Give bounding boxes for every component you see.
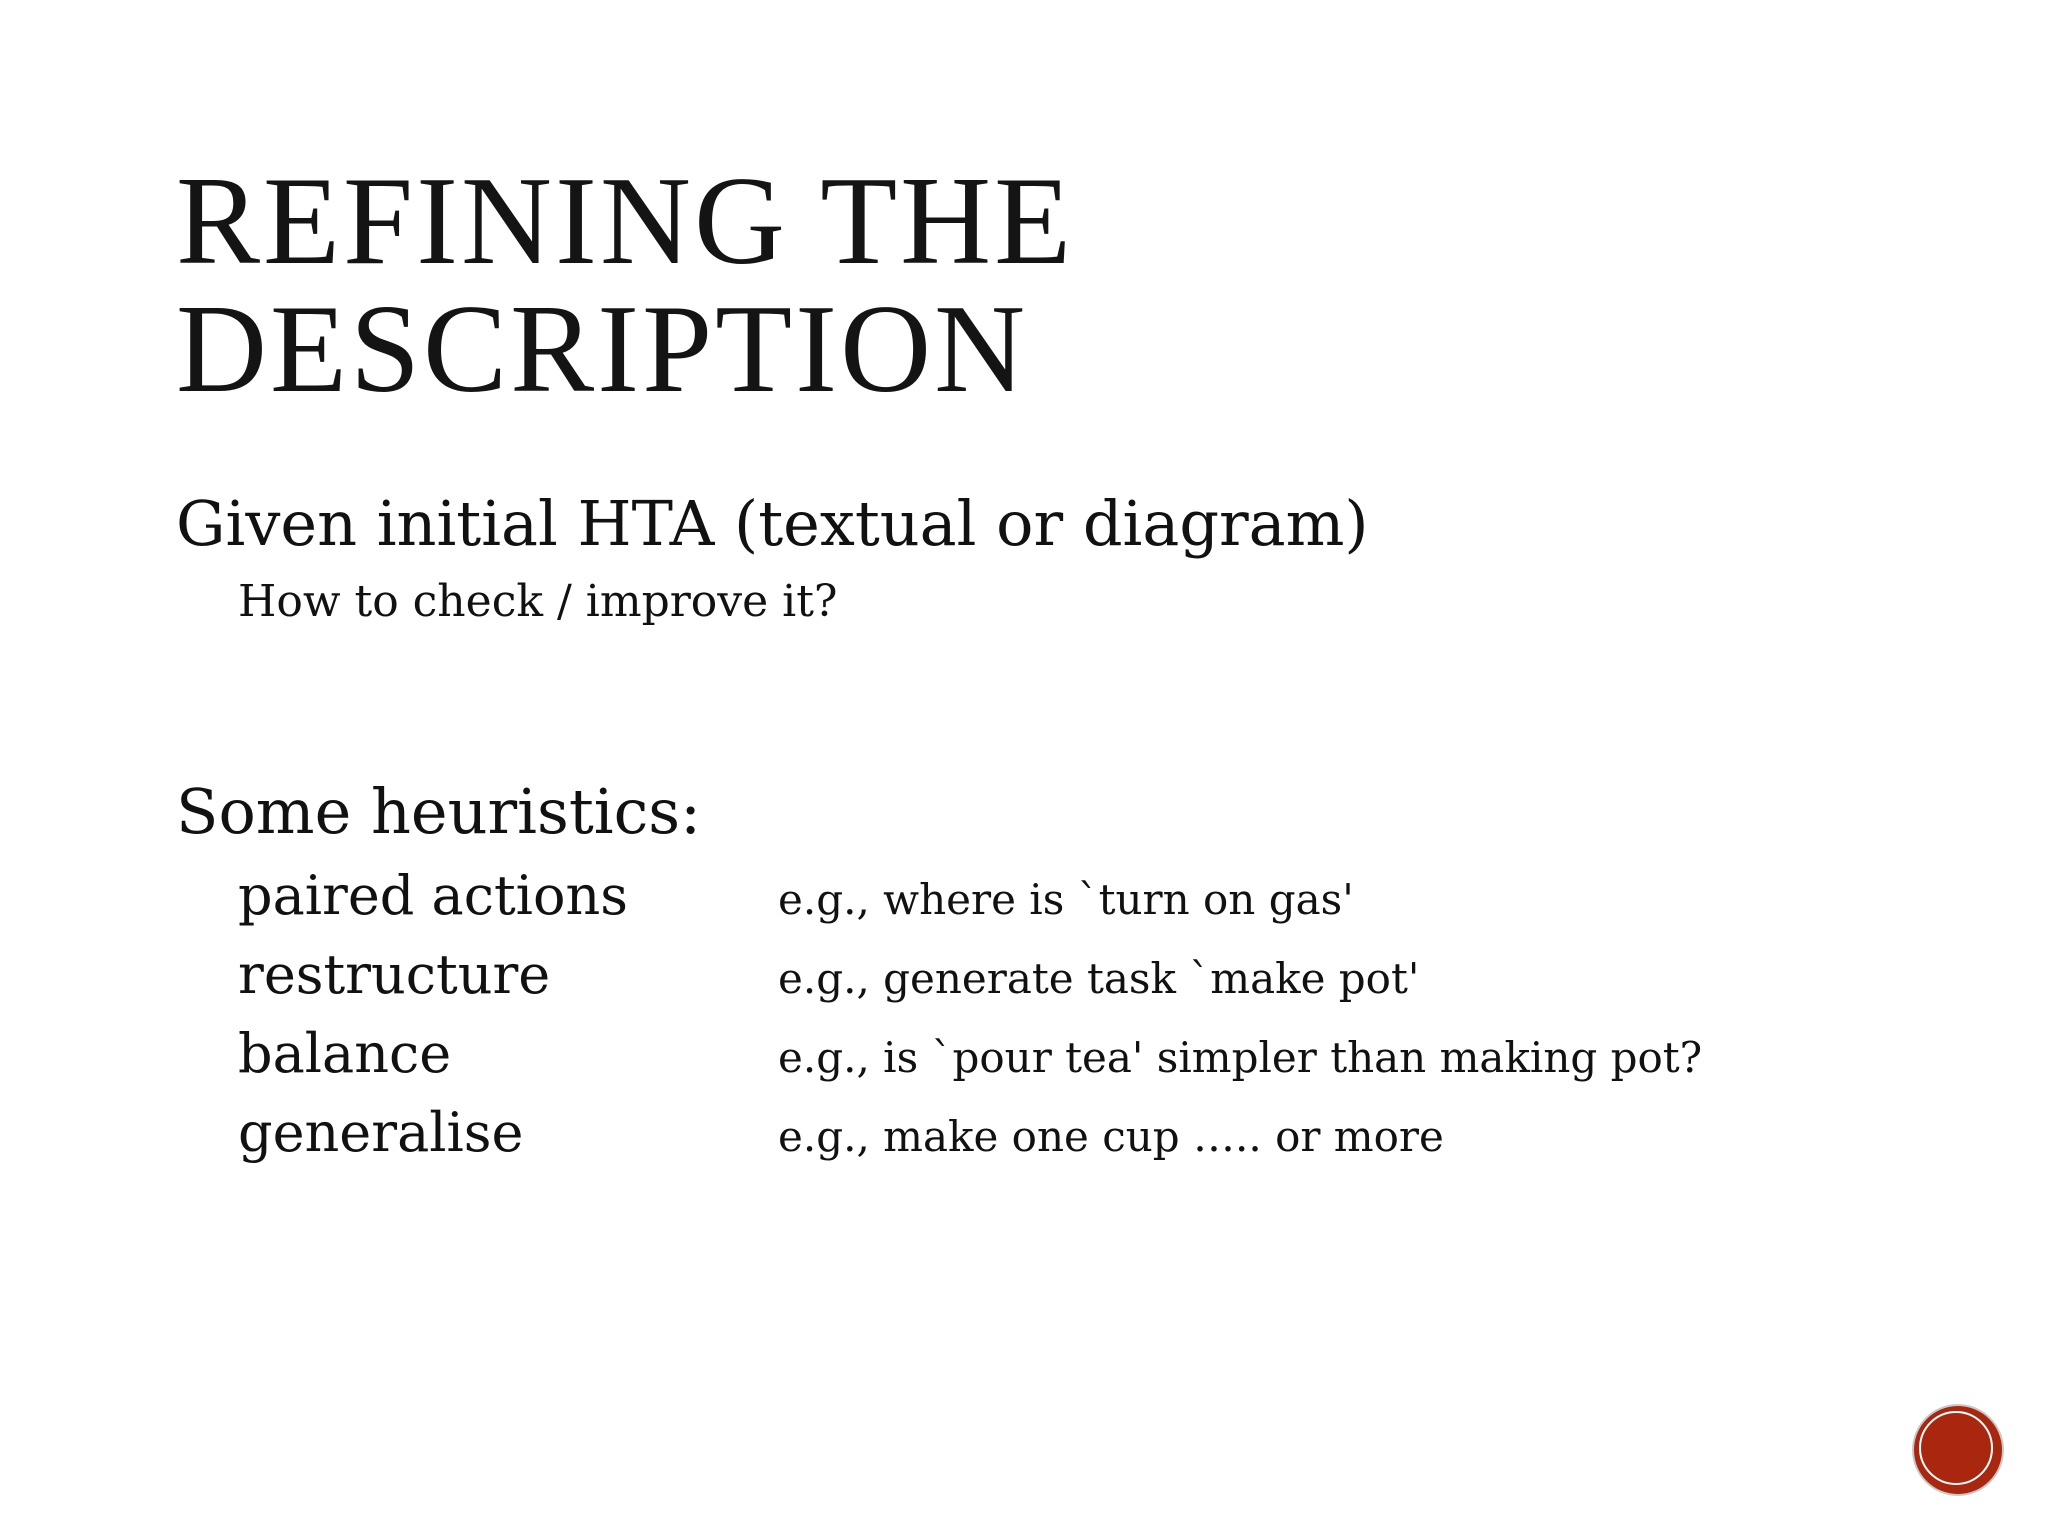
slide-title bbox=[176, 152, 1075, 419]
heuristic-row bbox=[238, 1093, 1798, 1172]
heuristics-heading: Some heuristics: bbox=[176, 775, 702, 848]
heuristic-example: e.g., where is `turn on gas' bbox=[778, 875, 1354, 924]
slide-title-line-2: DESCRIPTION bbox=[176, 280, 1029, 419]
heuristic-example: e.g., make one cup ….. or more bbox=[778, 1112, 1444, 1161]
circle-nav-icon[interactable] bbox=[1914, 1406, 2002, 1494]
heuristic-name: generalise bbox=[238, 1101, 524, 1164]
heuristics-list bbox=[238, 856, 1798, 1172]
heuristic-name: balance bbox=[238, 1022, 452, 1085]
heuristic-name: restructure bbox=[238, 943, 551, 1006]
heuristic-example: e.g., generate task `make pot' bbox=[778, 954, 1420, 1003]
heuristic-name: paired actions bbox=[238, 864, 628, 927]
heuristic-row bbox=[238, 1014, 1798, 1093]
heuristic-row bbox=[238, 856, 1798, 935]
heuristic-row bbox=[238, 935, 1798, 1014]
intro-subtext: How to check / improve it? bbox=[238, 576, 838, 627]
slide-title-line-1: REFINING THE bbox=[176, 152, 1075, 291]
intro-text: Given initial HTA (textual or diagram) bbox=[176, 487, 1369, 560]
heuristic-example: e.g., is `pour tea' simpler than making pot? bbox=[778, 1033, 1703, 1082]
